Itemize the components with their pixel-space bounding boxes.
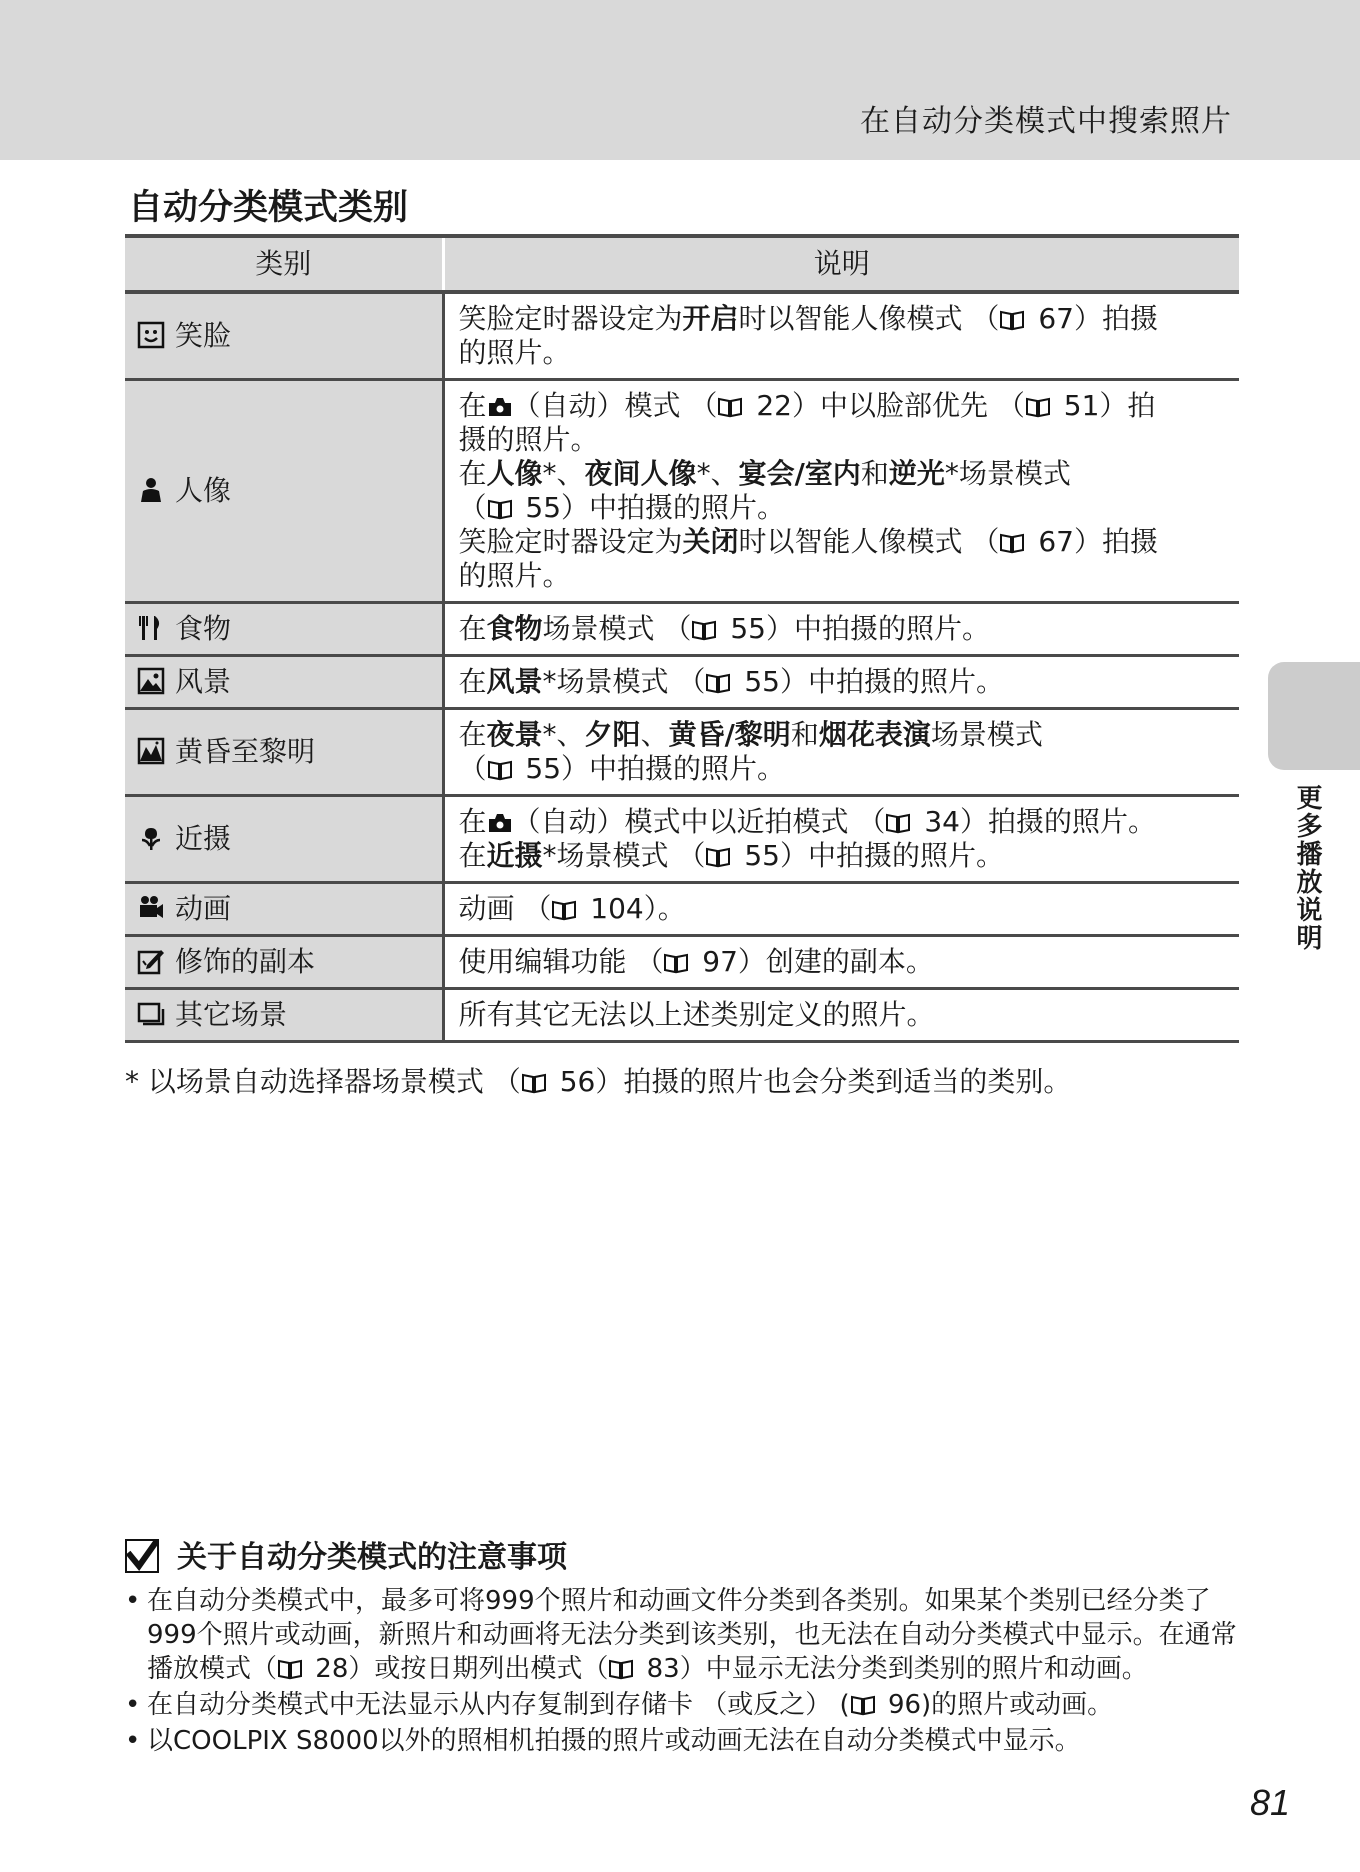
category-cell — [125, 796, 443, 883]
book-reference-icon — [663, 948, 689, 970]
note-heading — [125, 1532, 567, 1576]
note-item — [125, 1584, 1239, 1686]
text-run: 55）中拍摄的照片。 — [735, 839, 1004, 872]
text-run: 使用编辑功能 （ — [458, 945, 664, 978]
text-run: 在自动分类模式中，最多可将999个照片和动画文件分类到各类别。如果某个类别已经分类了999个照片或动画，新照片和动画将无法分类到该类别，也无法在自动分类模式中显示。在通常播放模式（ — [147, 1586, 1237, 1684]
description-line — [459, 302, 1226, 336]
category-label: 其它场景 — [175, 998, 288, 1031]
text-run: 67）拍摄 — [1029, 302, 1158, 335]
category-label: 近摄 — [175, 822, 232, 855]
description-line — [459, 559, 1226, 593]
smile-face-icon — [137, 321, 165, 349]
category-label: 黄昏至黎明 — [175, 735, 316, 768]
category-label: 食物 — [175, 612, 232, 645]
text-run: 55）中拍摄的照片。 — [735, 665, 1004, 698]
category-label: 人像 — [175, 474, 232, 507]
text-run: （自动）模式中以近拍模式 （ — [512, 805, 886, 838]
category-label: 风景 — [175, 665, 232, 698]
book-reference-icon — [999, 305, 1025, 327]
text-run: 56）拍摄的照片也会分类到适当的类别。 — [550, 1065, 1072, 1098]
bold-term: 关闭 — [682, 525, 739, 558]
category-cell — [125, 656, 443, 709]
bold-term: 近摄 — [486, 839, 543, 872]
note-title: 关于自动分类模式的注意事项 — [177, 1540, 567, 1575]
text-run: 67）拍摄 — [1029, 525, 1158, 558]
table-row — [125, 989, 1239, 1042]
category-cell — [125, 603, 443, 656]
book-reference-icon — [277, 1655, 303, 1677]
text-run: *、 — [542, 457, 585, 490]
landscape-icon — [137, 667, 165, 695]
retouch-icon — [137, 947, 165, 975]
description-cell — [443, 796, 1239, 883]
text-run: 笑脸定时器设定为 — [458, 302, 683, 335]
page-header-title: 在自动分类模式中搜索照片 — [860, 104, 1232, 139]
text-run: *、 — [696, 457, 739, 490]
category-cell — [125, 989, 443, 1042]
text-run: 的照片。 — [458, 559, 571, 592]
bold-term: 开启 — [682, 302, 739, 335]
text-run: *场景模式 （ — [542, 839, 706, 872]
text-run: 在 — [458, 389, 487, 422]
description-line — [459, 612, 1226, 646]
text-run: 83）中显示无法分类到类别的照片和动画。 — [638, 1654, 1148, 1684]
bold-term: 夕阳 — [584, 718, 641, 751]
bold-term: 食物 — [486, 612, 543, 645]
category-cell — [125, 709, 443, 796]
section-title: 自动分类模式类别 — [128, 188, 409, 228]
note-item — [125, 1688, 1239, 1722]
category-cell — [125, 883, 443, 936]
description-line — [459, 491, 1226, 525]
text-run: 笑脸定时器设定为 — [458, 525, 683, 558]
text-run: 34）拍摄的照片。 — [915, 805, 1156, 838]
bold-term: 逆光 — [888, 457, 945, 490]
text-run: 55）中拍摄的照片。 — [516, 491, 786, 524]
text-run: * 以场景自动选择器场景模式 （ — [125, 1065, 521, 1098]
text-run: 22）中以脸部优先 （ — [747, 389, 1025, 422]
column-header-category: 类别 — [125, 236, 443, 292]
table-row — [125, 936, 1239, 989]
book-reference-icon — [705, 842, 731, 864]
description-line — [459, 336, 1226, 370]
book-reference-icon — [999, 528, 1025, 550]
dusk-dawn-icon — [137, 737, 165, 765]
text-run: 动画 （ — [458, 892, 552, 925]
category-label: 修饰的副本 — [175, 945, 316, 978]
description-line — [459, 805, 1226, 839]
description-line — [459, 457, 1226, 491]
description-cell — [443, 292, 1239, 380]
text-run: 所有其它无法以上述类别定义的照片。 — [458, 998, 935, 1031]
table-row — [125, 603, 1239, 656]
movie-icon — [137, 894, 165, 922]
bold-term: 夜景 — [486, 718, 543, 751]
bold-term: 风景 — [486, 665, 543, 698]
footnote — [125, 1060, 1071, 1100]
book-reference-icon — [487, 755, 513, 777]
text-run: （自动）模式 （ — [512, 389, 718, 422]
table-row — [125, 883, 1239, 936]
table-header-row — [125, 236, 1239, 292]
description-line — [459, 718, 1226, 752]
side-tab — [1268, 662, 1360, 770]
table-row — [125, 380, 1239, 603]
description-line — [459, 892, 1226, 926]
book-reference-icon — [1025, 392, 1051, 414]
bold-term: 宴会/室内 — [738, 457, 861, 490]
description-line — [459, 752, 1226, 786]
book-reference-icon — [717, 392, 743, 414]
text-run: 在 — [458, 612, 487, 645]
text-run: 和 — [790, 718, 819, 751]
checkmark-note-icon — [125, 1539, 159, 1573]
text-run: 在自动分类模式中无法显示从内存复制到存储卡 （或反之） ( — [147, 1690, 850, 1720]
category-label: 动画 — [175, 892, 232, 925]
description-cell — [443, 989, 1239, 1042]
text-run: 时以智能人像模式 （ — [738, 302, 1000, 335]
text-run: 在 — [458, 665, 487, 698]
category-cell — [125, 936, 443, 989]
other-scenes-icon — [137, 1000, 165, 1028]
text-run: *、 — [542, 718, 585, 751]
text-run: 51）拍 — [1054, 389, 1156, 422]
note-list — [125, 1584, 1239, 1760]
auto-mode-camera-icon — [487, 808, 513, 832]
table-row — [125, 796, 1239, 883]
book-reference-icon — [551, 895, 577, 917]
description-line — [459, 525, 1226, 559]
book-reference-icon — [487, 494, 513, 516]
description-line — [459, 998, 1226, 1032]
book-reference-icon — [521, 1068, 547, 1090]
category-label: 笑脸 — [175, 319, 232, 352]
book-reference-icon — [608, 1655, 634, 1677]
text-run: 摄的照片。 — [458, 423, 599, 456]
bold-term: 人像 — [486, 457, 543, 490]
text-run: 在 — [458, 839, 487, 872]
book-reference-icon — [691, 615, 717, 637]
text-run: 、 — [640, 718, 669, 751]
book-reference-icon — [850, 1691, 876, 1713]
text-run: 97）创建的副本。 — [693, 945, 934, 978]
description-cell — [443, 936, 1239, 989]
description-line — [459, 665, 1226, 699]
description-cell — [443, 656, 1239, 709]
text-run: 55）中拍摄的照片。 — [721, 612, 990, 645]
text-run: 在 — [458, 457, 487, 490]
description-cell — [443, 883, 1239, 936]
text-run: （ — [458, 752, 487, 785]
note-item — [125, 1724, 1239, 1758]
bold-term: 黄昏/黎明 — [668, 718, 791, 751]
table-body — [125, 292, 1239, 1042]
text-run: 场景模式 — [930, 718, 1043, 751]
category-table — [125, 234, 1239, 1043]
text-run: *场景模式 — [944, 457, 1071, 490]
side-tab-label: 更多播放说明 — [1292, 784, 1322, 952]
text-run: 96)的照片或动画。 — [879, 1690, 1114, 1720]
description-cell — [443, 380, 1239, 603]
bold-term: 夜间人像 — [584, 457, 697, 490]
food-icon — [137, 614, 165, 642]
text-run: 在 — [458, 805, 487, 838]
text-run: *场景模式 （ — [542, 665, 706, 698]
bold-term: 烟花表演 — [818, 718, 931, 751]
description-cell — [443, 603, 1239, 656]
text-run: 以COOLPIX S8000以外的照相机拍摄的照片或动画无法在自动分类模式中显示。 — [147, 1726, 1081, 1756]
table-row — [125, 656, 1239, 709]
book-reference-icon — [885, 808, 911, 830]
column-header-description: 说明 — [443, 236, 1239, 292]
text-run: 55）中拍摄的照片。 — [516, 752, 786, 785]
description-line — [459, 423, 1226, 457]
text-run: 时以智能人像模式 （ — [738, 525, 1000, 558]
page-number: 81 — [1249, 1782, 1290, 1823]
category-cell — [125, 380, 443, 603]
close-up-icon — [137, 824, 165, 852]
description-line — [459, 839, 1226, 873]
text-run: （ — [458, 491, 487, 524]
text-run: 和 — [860, 457, 889, 490]
text-run: 28）或按日期列出模式（ — [307, 1654, 609, 1684]
book-reference-icon — [705, 668, 731, 690]
table-row — [125, 292, 1239, 380]
text-run: 场景模式 （ — [542, 612, 692, 645]
table-row — [125, 709, 1239, 796]
text-run: 在 — [458, 718, 487, 751]
category-cell — [125, 292, 443, 380]
text-run: 的照片。 — [458, 336, 571, 369]
portrait-icon — [137, 476, 165, 504]
text-run: 104）。 — [581, 892, 686, 925]
auto-mode-camera-icon — [487, 392, 513, 416]
description-cell — [443, 709, 1239, 796]
description-line — [459, 945, 1226, 979]
description-line — [459, 389, 1226, 423]
